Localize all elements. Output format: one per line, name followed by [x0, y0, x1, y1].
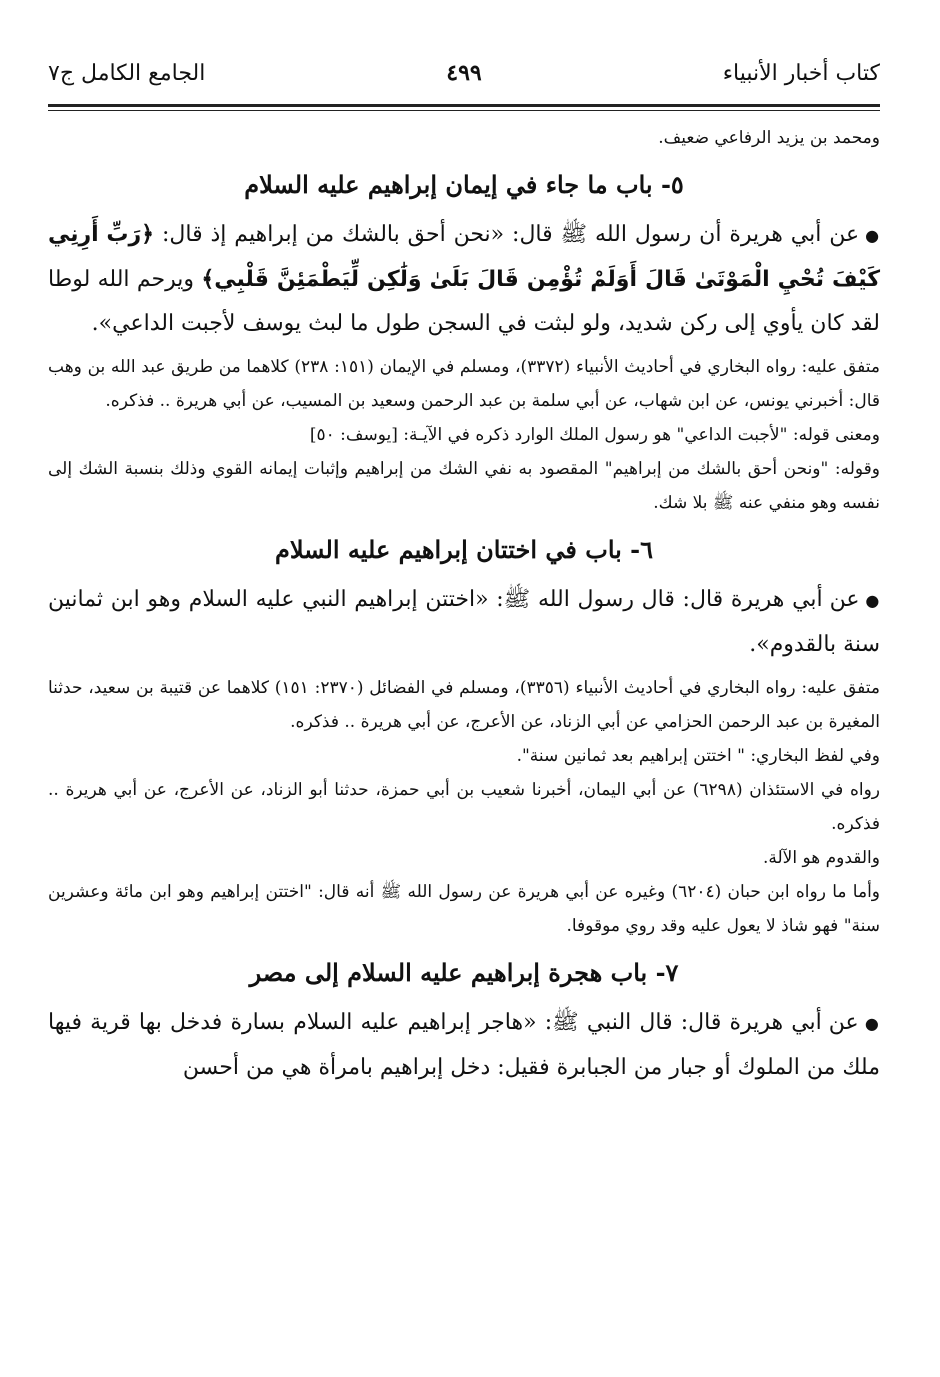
hadith-lead: عن أبي هريرة أن رسول الله ﷺ قال: «نحن أحق بالشك من إبراهيم إذ قال:	[161, 222, 860, 247]
section-5-title: ٥- باب ما جاء في إيمان إبراهيم عليه السلام	[244, 170, 684, 199]
intro-note: ومحمد بن يزيد الرفاعي ضعيف.	[658, 128, 880, 148]
section-6-bukhari-wording: وفي لفظ البخاري: " اختتن إبراهيم بعد ثمانين سنة".	[516, 746, 880, 766]
running-header	[48, 60, 880, 102]
hadith-rest: ويرحم الله لوطا لقد كان يأوي إلى ركن شديد، ولو لبثت في السجن طول ما لبث يوسف لأجبت الداعي».	[48, 267, 880, 336]
section-6-qadum: والقدوم هو الآلة.	[762, 848, 880, 868]
book-title: كتاب أخبار الأنبياء	[722, 61, 880, 86]
section-6-takhrij: متفق عليه: رواه البخاري في أحاديث الأنبياء (٣٣٥٦)، ومسلم في الفضائل (٢٣٧٠: ١٥١) كلاهما عن قتيبة بن سعيد، حدثنا المغيرة بن عبد الرحمن الحزامي عن أبي الزناد، عن الأعرج، عن أبي هريرة .. فذكره.	[48, 678, 880, 732]
section-6-title: ٦- باب في اختتان إبراهيم عليه السلام	[274, 535, 654, 564]
quran-verse: ﴿رَبِّ أَرِنِي كَيْفَ تُحْيِ الْمَوْتَىٰ قَالَ أَوَلَمْ تُؤْمِن قَالَ بَلَىٰ وَلَٰكِن لِّيَطْمَئِنَّ قَلْبِي﴾	[48, 222, 880, 292]
section-7-hadith: ● عن أبي هريرة قال: قال النبي ﷺ: «هاجر إبراهيم عليه السلام بسارة فدخل بها قرية فيها ملك من الملوك أو جبار من الجبابرة فقيل: دخل إبراهيم بامرأة هي من أحسن	[48, 1001, 880, 1090]
section-6-ibn-hibban: وأما ما رواه ابن حبان (٦٢٠٤) وغيره عن أبي هريرة عن رسول الله ﷺ أنه قال: "اختتن إبراهيم وهو ابن مائة وعشرين سنة" فهو شاذ لا يعول عليه وقد روي موقوفا.	[48, 882, 881, 936]
book-page	[48, 60, 880, 1090]
header-rule-thin	[48, 110, 880, 111]
section-7-title: ٧- باب هجرة إبراهيم عليه السلام إلى مصر	[249, 958, 679, 987]
section-5-takhrij: متفق عليه: رواه البخاري في أحاديث الأنبياء (٣٣٧٢)، ومسلم في الإيمان (١٥١: ٢٣٨) كلاهما من طريق عبد الله بن وهب قال: أخبرني يونس، عن ابن شهاب، عن أبي سلمة بن عبد الرحمن وسعيد بن المسيب، عن أبي هريرة .. فذكره.	[48, 357, 880, 411]
section-6-istidhan: رواه في الاستئذان (٦٢٩٨) عن أبي اليمان، أخبرنا شعيب بن أبي حمزة، حدثنا أبو الزناد، عن الأعرج، عن أبي هريرة .. فذكره.	[48, 780, 880, 834]
volume-title: الجامع الكامل ج٧	[48, 61, 206, 86]
header-rule-thick	[48, 104, 880, 107]
section-6-hadith: ● عن أبي هريرة قال: قال رسول الله ﷺ: «اختتن إبراهيم النبي عليه السلام وهو ابن ثمانين سنة بالقدوم».	[48, 578, 880, 667]
page-number: ٤٩٩	[446, 60, 482, 86]
section-5-hadith	[48, 213, 880, 346]
section-5-meaning: ومعنى قوله: "لأجبت الداعي" هو رسول الملك الوارد ذكره في الآيـة: [يوسف: ٥٠]	[309, 425, 880, 445]
section-5-explanation: وقوله: "ونحن أحق بالشك من إبراهيم" المقصود به نفي الشك من إبراهيم وإثبات إيمانه القوي وذلك بنسبة الشك إلى نفسه وهو منفي عنه ﷺ بلا شك.	[48, 459, 880, 513]
